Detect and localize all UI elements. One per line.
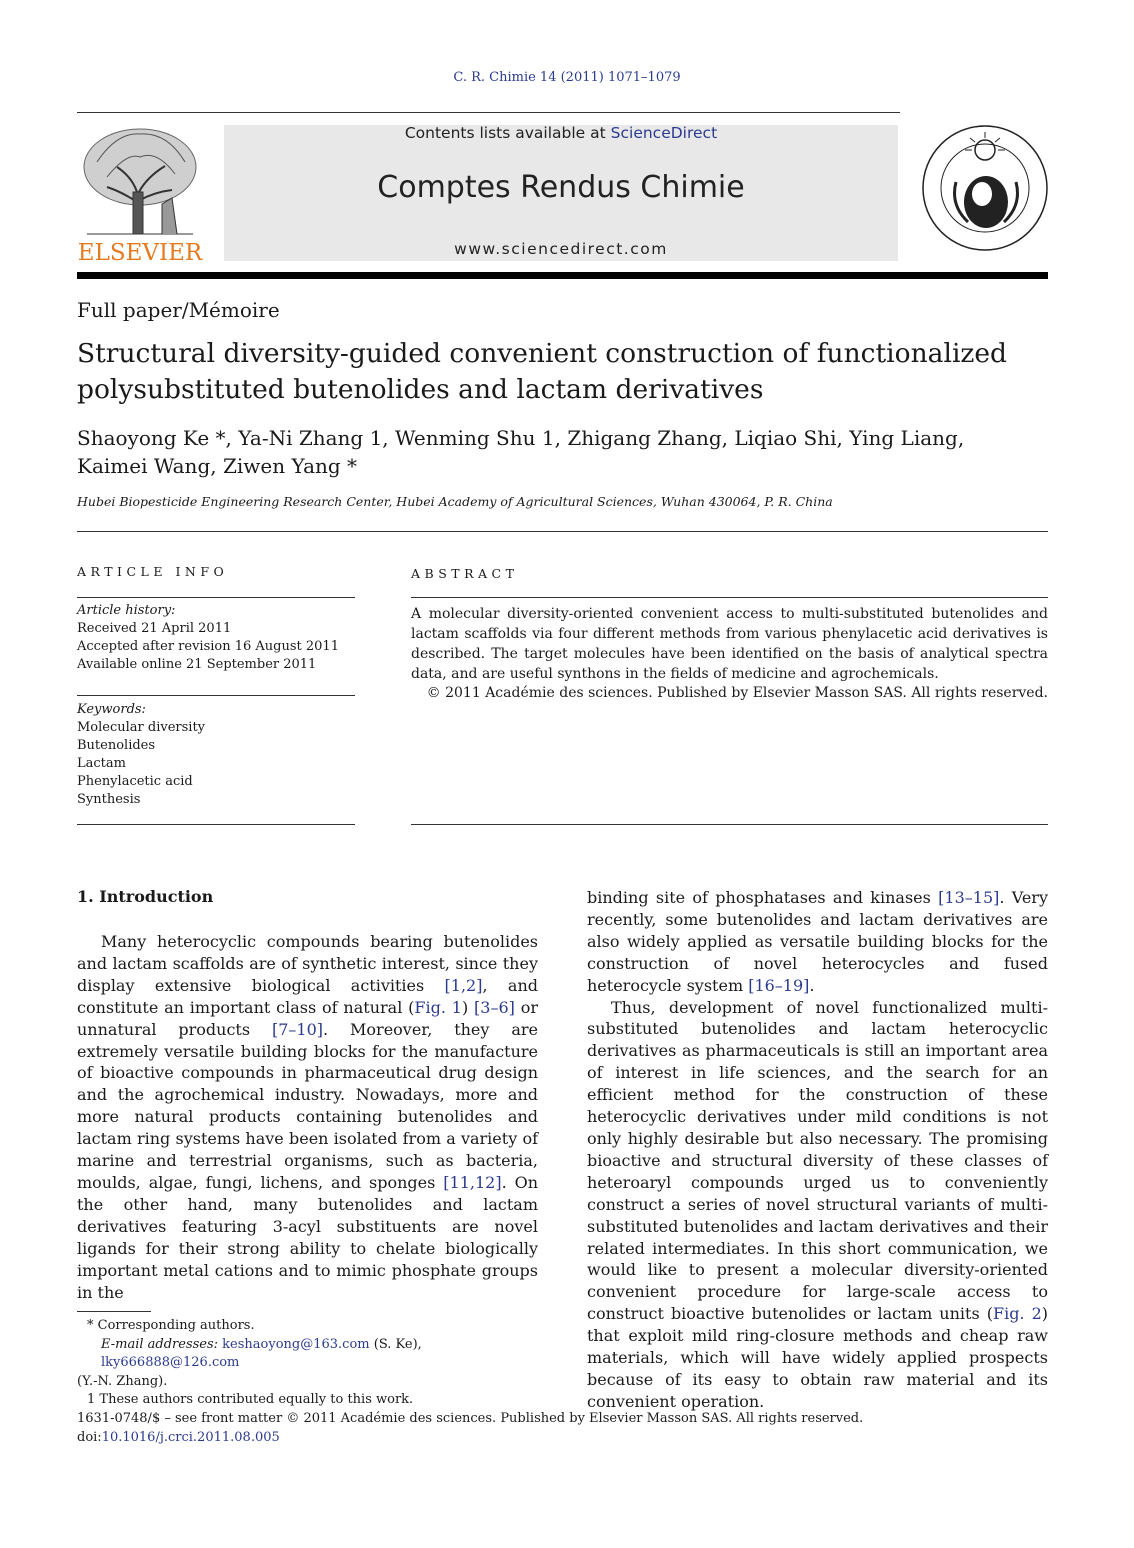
footnotes bbox=[77, 1317, 538, 1410]
ref-link[interactable]: [16–19] bbox=[748, 975, 810, 995]
journal-url[interactable]: www.sciencedirect.com bbox=[454, 240, 668, 258]
introduction-paragraph-1: Many heterocyclic compounds bearing butenolides and lactam scaffolds are of synthetic interest, since they display extensive biological activities [1,2], and constitute an important class of natural (Fig. 1) [3–6] or unnatural products [7–10]. Moreover, they are extremely versatile building blocks for the manufacture of bioactive compounds in pharmaceutical drug design and the agrochemical industry. Nowadays, more and more natural products containing butenolides and lactam ring systems have been isolated from a variety of marine and terrestrial organisms, such as bacteria, moulds, algae, fungi, lichens, and sponges [11,12]. On the other hand, many butenolides and lactam derivatives featuring 3-acyl substituents are novel ligands for their strong ability to chelate biologically important metal cations and to mimic phosphate groups in the bbox=[77, 932, 539, 1302]
info-rule bbox=[77, 695, 355, 696]
article-title bbox=[77, 336, 1057, 408]
history-accepted: Accepted after revision 16 August 2011 bbox=[77, 639, 339, 654]
keyword: Butenolides bbox=[77, 738, 156, 753]
history-online: Available online 21 September 2011 bbox=[77, 657, 317, 672]
authors-line-2: Kaimei Wang, Ziwen Yang * bbox=[77, 454, 358, 478]
article-info-heading: ARTICLE INFO bbox=[77, 564, 229, 579]
equal-contribution-note: 1 These authors contributed equally to this work. bbox=[87, 1392, 414, 1407]
history-received: Received 21 April 2011 bbox=[77, 621, 232, 636]
corresponding-note: * Corresponding authors. bbox=[87, 1318, 255, 1333]
contents-prefix: Contents lists available at bbox=[404, 124, 611, 142]
abstract-rule bbox=[411, 597, 1048, 598]
ref-link[interactable]: [11,12] bbox=[443, 1172, 502, 1192]
front-matter bbox=[77, 1409, 1057, 1447]
authors-line-1: Shaoyong Ke *, Ya-Ni Zhang 1, Wenming Shu 1, Zhigang Zhang, Liqiao Shi, Ying Liang, bbox=[77, 426, 965, 450]
ref-link[interactable]: [1,2] bbox=[444, 975, 483, 995]
elsevier-wordmark: ELSEVIER bbox=[77, 240, 203, 266]
email-link[interactable]: keshaoyong@163.com bbox=[222, 1336, 370, 1352]
keyword: Phenylacetic acid bbox=[77, 774, 193, 789]
figure-link[interactable]: Fig. 1 bbox=[414, 997, 462, 1017]
article-type: Full paper/Mémoire bbox=[77, 298, 280, 322]
keyword: Lactam bbox=[77, 756, 126, 771]
keywords-label: Keywords: bbox=[77, 702, 146, 717]
academie-seal-icon bbox=[920, 110, 1050, 265]
title-line-1: Structural diversity-guided convenient construction of functionalized bbox=[77, 338, 1008, 369]
abstract-heading: ABSTRACT bbox=[411, 566, 519, 581]
history-label: Article history: bbox=[77, 603, 176, 618]
author-list bbox=[77, 424, 1057, 480]
title-line-2: polysubstituted butenolides and lactam derivatives bbox=[77, 374, 764, 405]
header-top-rule bbox=[77, 112, 900, 113]
abstract-rule bbox=[411, 824, 1048, 825]
abstract-text: A molecular diversity-oriented convenient access to multi-substituted butenolides and lactam scaffolds via four different methods from various phenylacetic acid derivatives is described. The target molecules have been identified on the basis of analytical spectra data, and are useful synthons in the fields of medicine and agrochemicals. bbox=[411, 606, 1048, 682]
introduction-paragraph-1-cont: binding site of phosphatases and kinases [13–15]. Very recently, some butenolides and lactam derivatives are also widely applied as versatile building blocks for the construction of novel heterocycles and fused heterocycle system [16–19]. bbox=[587, 888, 1048, 995]
ref-link[interactable]: [7–10] bbox=[272, 1019, 324, 1039]
keyword: Molecular diversity bbox=[77, 720, 206, 735]
figure-link[interactable]: Fig. 2 bbox=[992, 1304, 1042, 1324]
info-rule bbox=[77, 597, 355, 598]
email-link[interactable]: lky666888@126.com bbox=[101, 1355, 240, 1370]
sciencedirect-link[interactable]: ScienceDirect bbox=[610, 124, 718, 142]
ref-link[interactable]: [3–6] bbox=[474, 997, 515, 1017]
right-column bbox=[587, 887, 1048, 1413]
keyword: Synthesis bbox=[77, 792, 141, 807]
keywords bbox=[77, 701, 355, 809]
doi-line: doi:10.1016/j.crci.2011.08.005 bbox=[77, 1430, 280, 1445]
introduction-paragraph-2: Thus, development of novel functionalized multi-substituted butenolides and lactam heterocyclic derivatives as pharmaceuticals is still an important area of interest in life sciences, and the search for an efficient method for the construction of these heterocyclic derivatives under mild conditions is not only highly desirable but also necessary. The promising bioactive and structural diversity of these classes of heteroaryl compounds urged us to conveniently construct a series of novel structural variants of multi-substituted butenolides and lactam derivatives and their related intermediates. In this short communication, we would like to present a molecular diversity-oriented convenient procedure for large-scale access to construct bioactive butenolides or lactam units (Fig. 2) that exploit mild ring-closure methods and cheap raw materials, which will have widely applied prospects because of its easy to obtain raw material and its convenient operation. bbox=[587, 997, 1049, 1411]
header-thick-rule bbox=[77, 272, 1048, 279]
ref-link[interactable]: [13–15] bbox=[938, 888, 1000, 907]
journal-citation[interactable]: C. R. Chimie 14 (2011) 1071–1079 bbox=[453, 70, 681, 85]
info-rule bbox=[77, 824, 355, 825]
article-history bbox=[77, 602, 355, 674]
section-divider bbox=[77, 531, 1048, 532]
contents-availability bbox=[224, 124, 898, 142]
abstract-copyright: © 2011 Académie des sciences. Published by Elsevier Masson SAS. All rights reserved. bbox=[426, 685, 1048, 701]
email-note-cont: (Y.-N. Zhang). bbox=[77, 1373, 168, 1389]
email-note: E-mail addresses: keshaoyong@163.com (S. Ke), lky666888@126.com bbox=[101, 1336, 422, 1370]
issn-line: 1631-0748/$ – see front matter © 2011 Académie des sciences. Published by Elsevier Masson SAS. All rights reserved. bbox=[77, 1411, 864, 1426]
footnote-rule bbox=[77, 1311, 151, 1312]
doi-link[interactable]: 10.1016/j.crci.2011.08.005 bbox=[101, 1430, 280, 1445]
journal-title: Comptes Rendus Chimie bbox=[377, 170, 745, 205]
introduction-heading: 1. Introduction bbox=[77, 887, 214, 906]
affiliation: Hubei Biopesticide Engineering Research Center, Hubei Academy of Agricultural Sciences, Wuhan 430064, P. R. China bbox=[77, 494, 833, 509]
